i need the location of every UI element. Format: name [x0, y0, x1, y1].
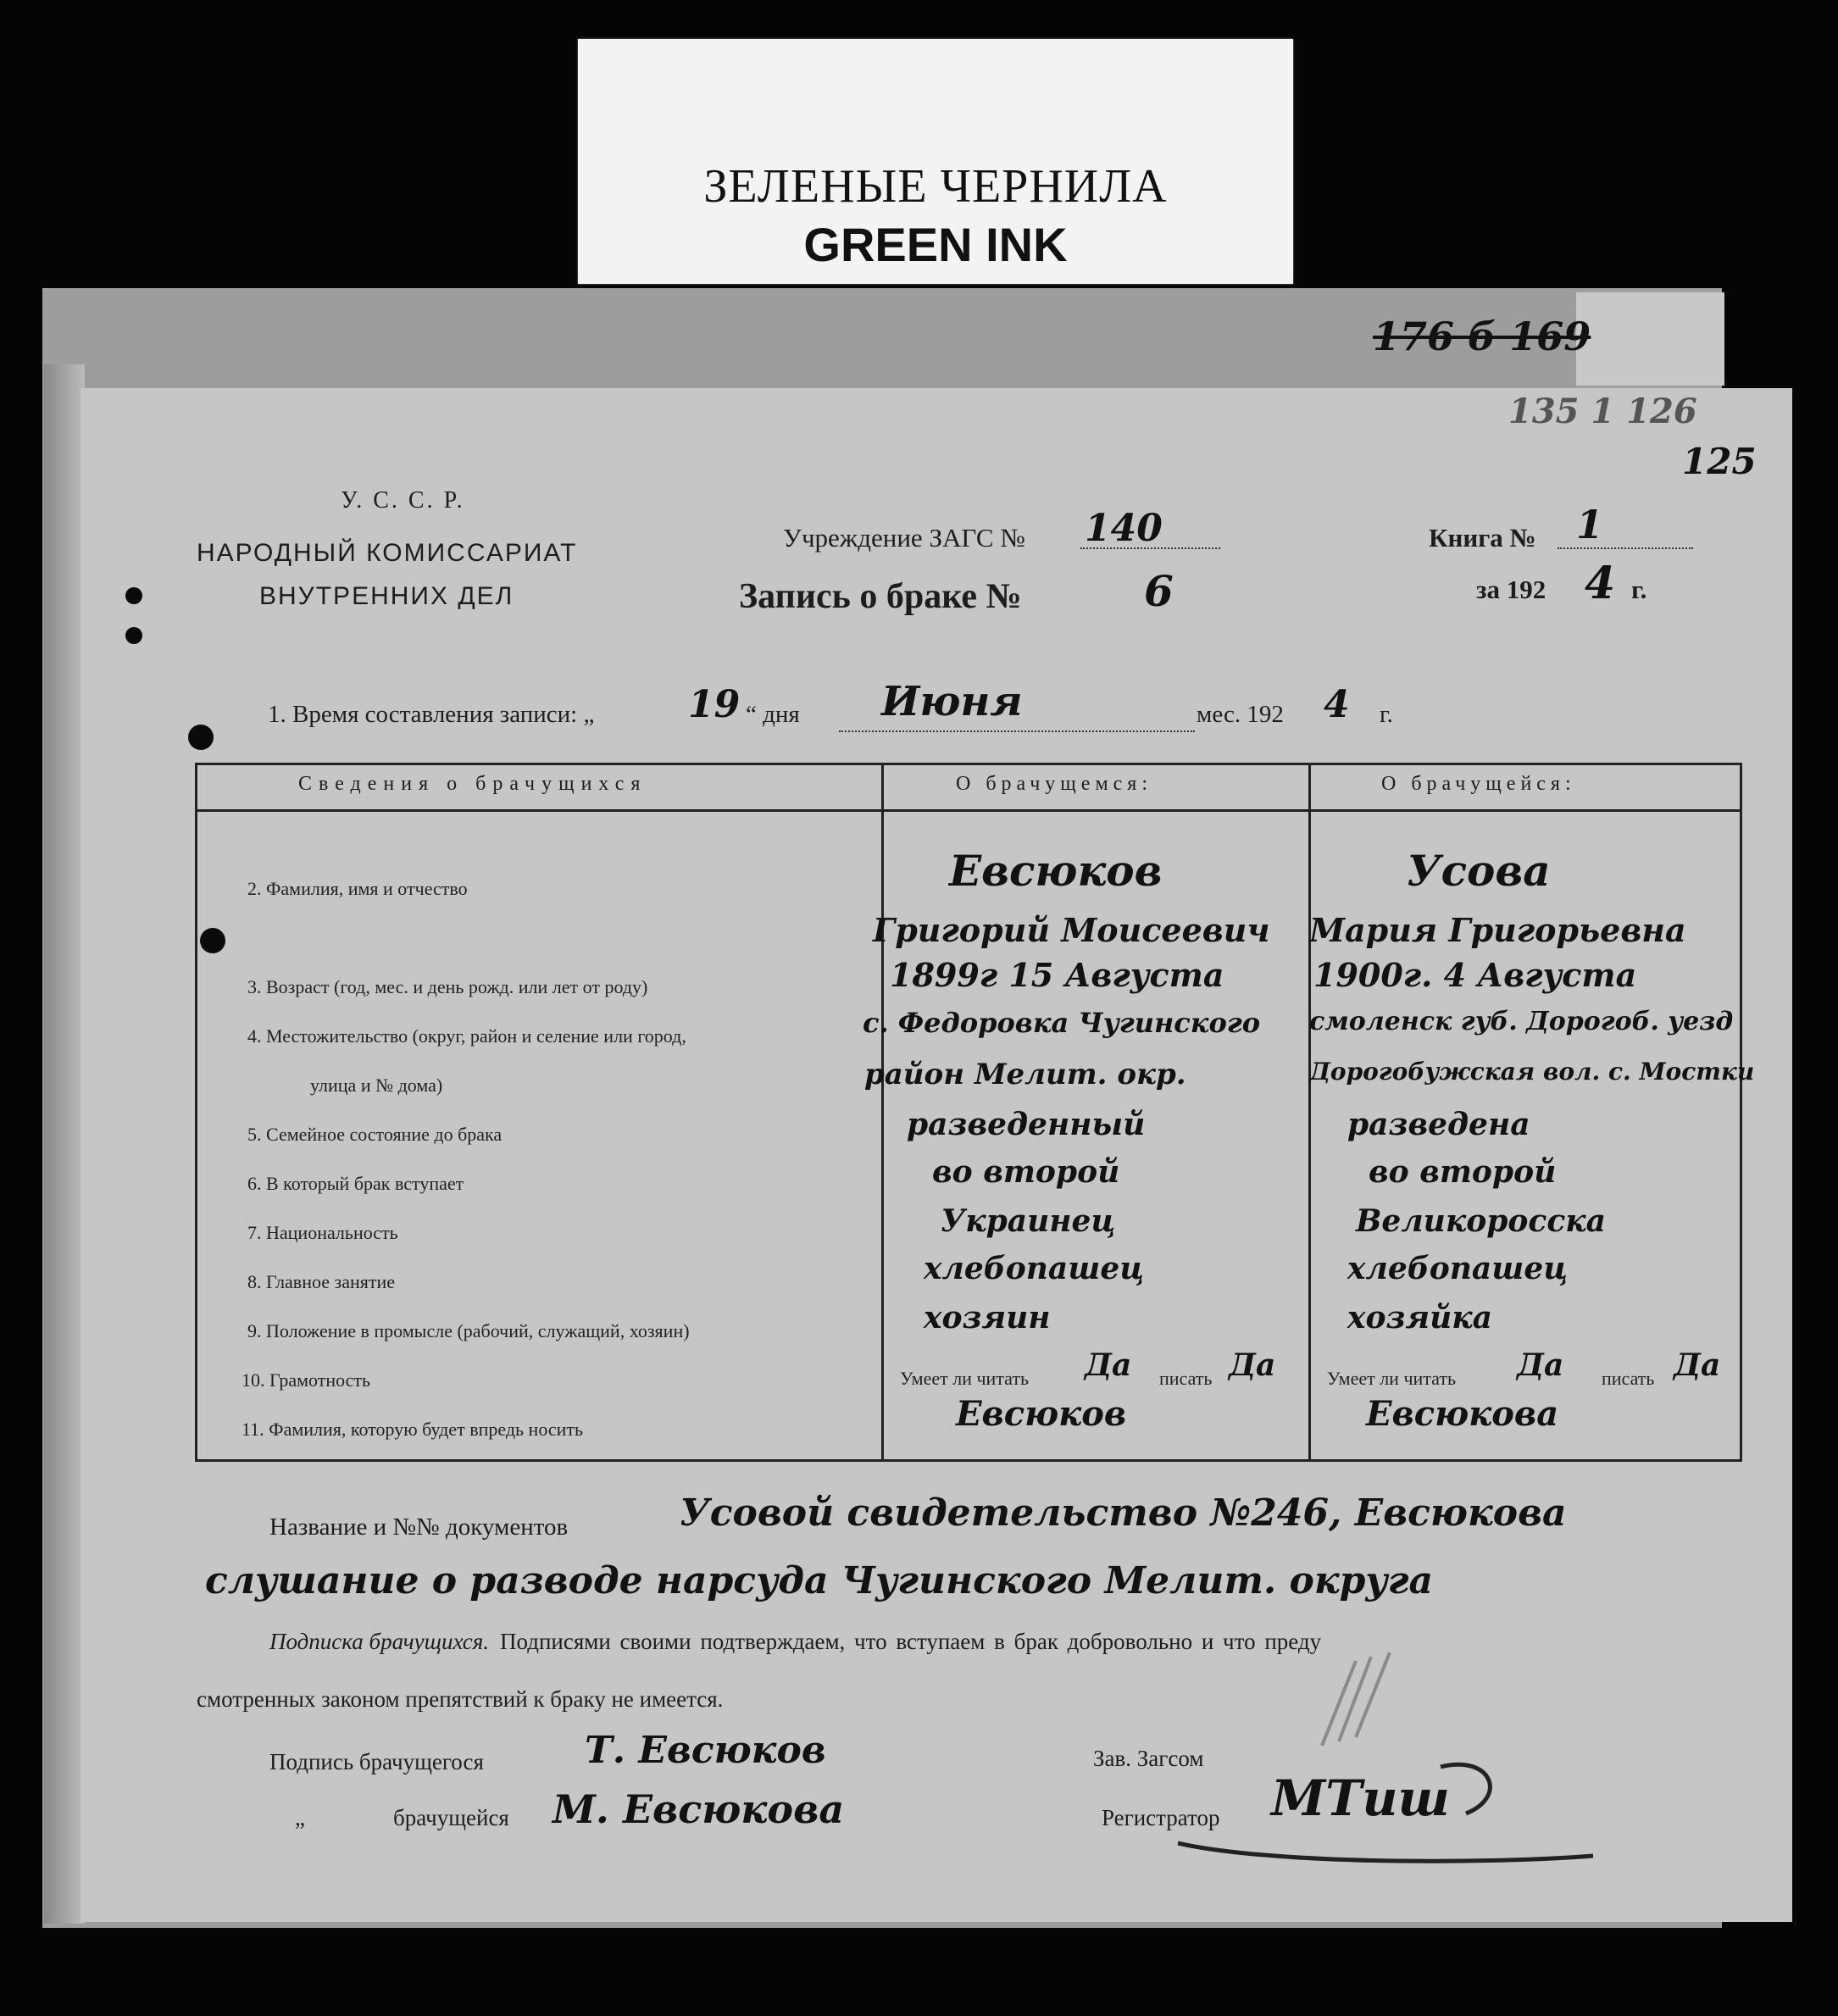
year-prefix: за 192 — [1476, 575, 1546, 604]
commissariat-line2: ВНУТРЕННИХ ДЕЛ — [259, 582, 514, 610]
book-number-line — [1558, 547, 1693, 549]
row-label-marriage-count: 6. В который брак вступает — [247, 1173, 464, 1194]
documents-line1: Усовой свидетельство №246, Евсюкова — [680, 1491, 1567, 1535]
declaration-text-1: Подписями своими подтверждаем, что вступаем в брак добровольно и что преду — [500, 1629, 1322, 1654]
compiled-year-digit: 4 — [1324, 683, 1350, 726]
table-bottom-border — [195, 1459, 1742, 1462]
quote-mark: „ — [295, 1805, 305, 1830]
groom-surname: Евсюков — [949, 846, 1163, 896]
bride-marriage-count: во второй — [1369, 1154, 1557, 1190]
table-right-border — [1740, 763, 1742, 1462]
punch-hole — [200, 928, 225, 953]
groom-read-label: Умеет ли читать — [900, 1368, 1030, 1389]
bride-marital-status: разведена — [1347, 1107, 1530, 1142]
compiled-month-line — [839, 730, 1195, 732]
row-label-residence: 4. Местожительство (округ, район и селение или город, — [247, 1025, 686, 1047]
punch-hole — [188, 725, 214, 750]
bride-residence-2: Дорогобужская вол. с. Мостки — [1309, 1058, 1755, 1086]
table-divider-bride — [1308, 763, 1311, 1462]
groom-nationality: Украинец — [941, 1203, 1116, 1239]
table-divider-groom — [881, 763, 884, 1462]
documents-label: Название и №№ документов — [269, 1513, 569, 1541]
bride-age: 1900г. 4 Августа — [1313, 956, 1637, 994]
compiled-month: Июня — [881, 678, 1023, 725]
groom-signature-label: Подпись брачущегося — [269, 1749, 484, 1774]
bride-read-label: Умеет ли читать — [1327, 1368, 1457, 1389]
bride-surname: Усова — [1407, 846, 1551, 896]
label-english: GREEN INK — [803, 218, 1068, 271]
row-label-position: 9. Положение в промысле (рабочий, служащий, хозяин) — [247, 1320, 690, 1341]
row-label-residence-street: улица и № дома) — [310, 1075, 443, 1096]
groom-residence-1: с. Федоровка Чугинского — [863, 1007, 1261, 1039]
compiled-label: 1. Время составления записи: „ — [268, 701, 595, 728]
table-top-border — [195, 763, 1742, 765]
archive-number-top: 176 б 169 — [1373, 314, 1591, 359]
row-label-occupation: 8. Главное занятие — [247, 1271, 396, 1292]
bride-read-value: Да — [1517, 1347, 1564, 1383]
declaration-title: Подписка брачущихся. — [269, 1629, 490, 1654]
record-number: 6 — [1144, 566, 1174, 616]
bride-residence-1: смоленск губ. Дорогоб. уезд — [1309, 1007, 1734, 1036]
table-header-border — [195, 809, 1742, 812]
republic-heading: У. С. С. Р. — [341, 487, 465, 514]
sheet-left-edge — [44, 364, 85, 1924]
bride-nationality: Великоросска — [1356, 1203, 1606, 1239]
row-label-nationality: 7. Национальность — [247, 1222, 398, 1243]
zags-number: 140 — [1085, 507, 1163, 550]
groom-given-names: Григорий Моисеевич — [873, 911, 1270, 949]
zags-label: Учреждение ЗАГС № — [783, 523, 1025, 553]
row-label-full-name: 2. Фамилия, имя и отчество — [247, 878, 468, 899]
bride-position: хозяйка — [1347, 1300, 1492, 1336]
documents-line2: слушание о разводе нарсуда Чугинского Мелит. округа — [205, 1559, 1434, 1602]
punch-hole — [125, 587, 142, 604]
bride-occupation: хлебопашец — [1347, 1251, 1569, 1286]
commissariat-line1: НАРОДНЫЙ КОМИССАРИАТ — [197, 539, 578, 567]
groom-read-value: Да — [1085, 1347, 1132, 1383]
groom-occupation: хлебопашец — [924, 1251, 1145, 1286]
registrar-signature: МТиш — [1271, 1769, 1450, 1827]
sheet-corner — [1576, 292, 1724, 386]
bride-given-names: Мария Григорьевна — [1309, 911, 1686, 949]
groom-signature: Т. Евсюков — [585, 1729, 826, 1772]
row-label-age: 3. Возраст (год, мес. и день рожд. или лет от роду) — [247, 976, 648, 997]
table-left-border — [195, 763, 197, 1462]
groom-future-surname: Евсюков — [956, 1394, 1127, 1434]
compiled-day-suffix: “ дня — [746, 701, 800, 728]
archive-number-mid: 135 1 126 — [1508, 392, 1697, 431]
row-label-literacy: 10. Грамотность — [242, 1369, 371, 1391]
groom-marital-status: разведенный — [907, 1107, 1146, 1142]
compiled-year-suffix: г. — [1380, 701, 1393, 728]
year-suffix: г. — [1631, 575, 1647, 604]
zags-number-line — [1080, 547, 1220, 549]
table-header-info: Сведения о брачущихся — [298, 773, 647, 795]
bride-future-surname: Евсюкова — [1366, 1394, 1559, 1434]
row-label-marital-status: 5. Семейное состояние до брака — [247, 1124, 503, 1145]
label-russian: ЗЕЛЕНЫЕ ЧЕРНИЛА — [703, 160, 1168, 213]
bride-signature-label: брачущейся — [393, 1805, 509, 1830]
declaration-text-2: смотренных законом препятствий к браку не имеется. — [197, 1686, 724, 1712]
archive-number-bottom: 125 — [1682, 441, 1757, 482]
year-digit: 4 — [1585, 558, 1616, 609]
punch-hole — [125, 627, 142, 644]
groom-write-value: Да — [1229, 1347, 1276, 1383]
zags-head-label: Зав. Загсом — [1093, 1746, 1204, 1771]
bride-write-value: Да — [1674, 1347, 1721, 1383]
bride-signature: М. Евсюкова — [553, 1786, 845, 1832]
groom-write-label: писать — [1159, 1368, 1213, 1389]
bride-write-label: писать — [1602, 1368, 1655, 1389]
registrar-label: Регистратор — [1102, 1805, 1220, 1830]
table-header-groom: О брачущемся: — [956, 773, 1152, 795]
groom-residence-2: район Мелит. окр. — [864, 1058, 1186, 1091]
record-title: Запись о браке № — [739, 577, 1022, 616]
compiled-day: 19 — [688, 683, 741, 726]
book-label: Книга № — [1429, 523, 1536, 553]
archive-label-card — [578, 39, 1293, 284]
book-number: 1 — [1576, 502, 1604, 547]
row-label-future-surname: 11. Фамилия, которую будет впредь носить — [242, 1419, 584, 1440]
groom-marriage-count: во второй — [932, 1154, 1120, 1190]
table-header-bride: О брачущейся: — [1381, 773, 1576, 795]
groom-position: хозяин — [924, 1300, 1051, 1336]
compiled-month-label: мес. 192 — [1197, 701, 1284, 728]
groom-age: 1899г 15 Августа — [890, 956, 1224, 994]
